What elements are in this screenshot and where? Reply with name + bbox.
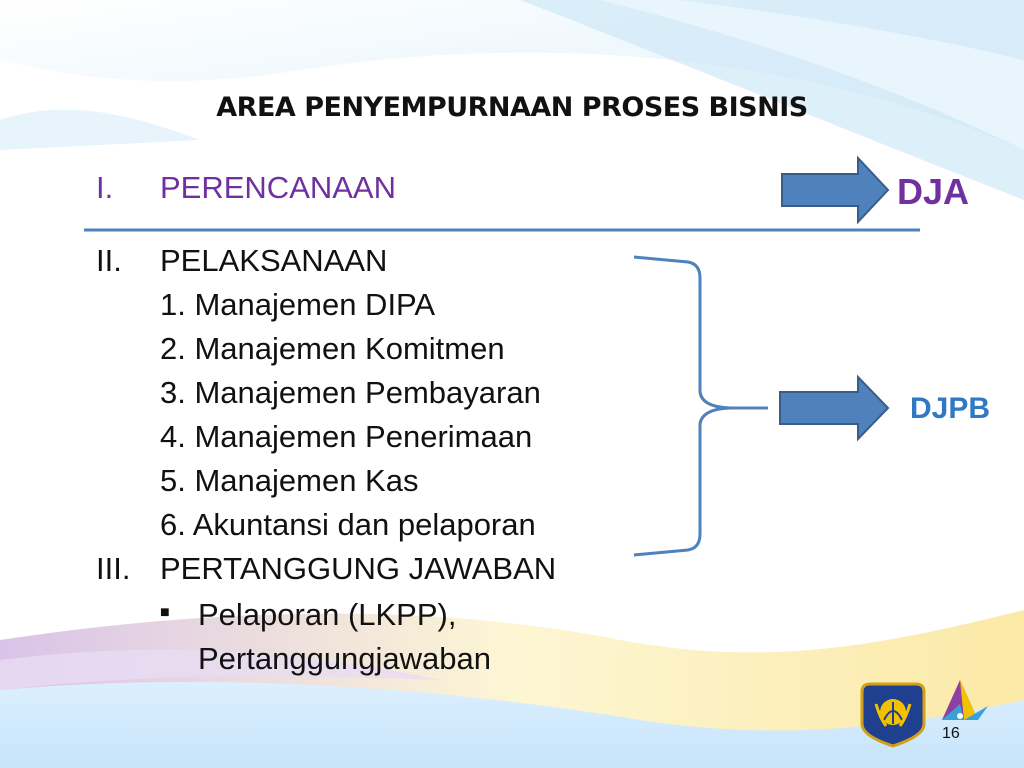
target-label-djpb: DJPB [910, 392, 991, 425]
list-item: 1. Manajemen DIPA [160, 287, 436, 322]
list-item: 5. Manajemen Kas [160, 463, 419, 498]
section-2-numeral: II. [96, 243, 122, 278]
square-bullet-icon: ■ [160, 604, 170, 621]
ministry-logo [862, 684, 924, 746]
section-3-numeral: III. [96, 551, 131, 586]
list-item: 4. Manajemen Penerimaan [160, 419, 533, 454]
section-1-heading: PERENCANAAN [160, 170, 396, 205]
section-2-heading: PELAKSANAAN [160, 243, 388, 278]
list-item: 6. Akuntansi dan pelaporan [160, 507, 536, 542]
section-3-heading: PERTANGGUNG JAWABAN [160, 551, 557, 586]
list-item: 2. Manajemen Komitmen [160, 331, 505, 366]
section-1-numeral: I. [96, 170, 114, 205]
target-label-dja: DJA [897, 171, 970, 212]
page-number: 16 [942, 725, 960, 742]
bullet-line: Pertanggungjawaban [198, 641, 492, 676]
list-item: 3. Manajemen Pembayaran [160, 375, 541, 410]
bullet-line: Pelaporan (LKPP), [198, 597, 457, 632]
slide-title: AREA PENYEMPURNAAN PROSES BISNIS [216, 92, 808, 123]
